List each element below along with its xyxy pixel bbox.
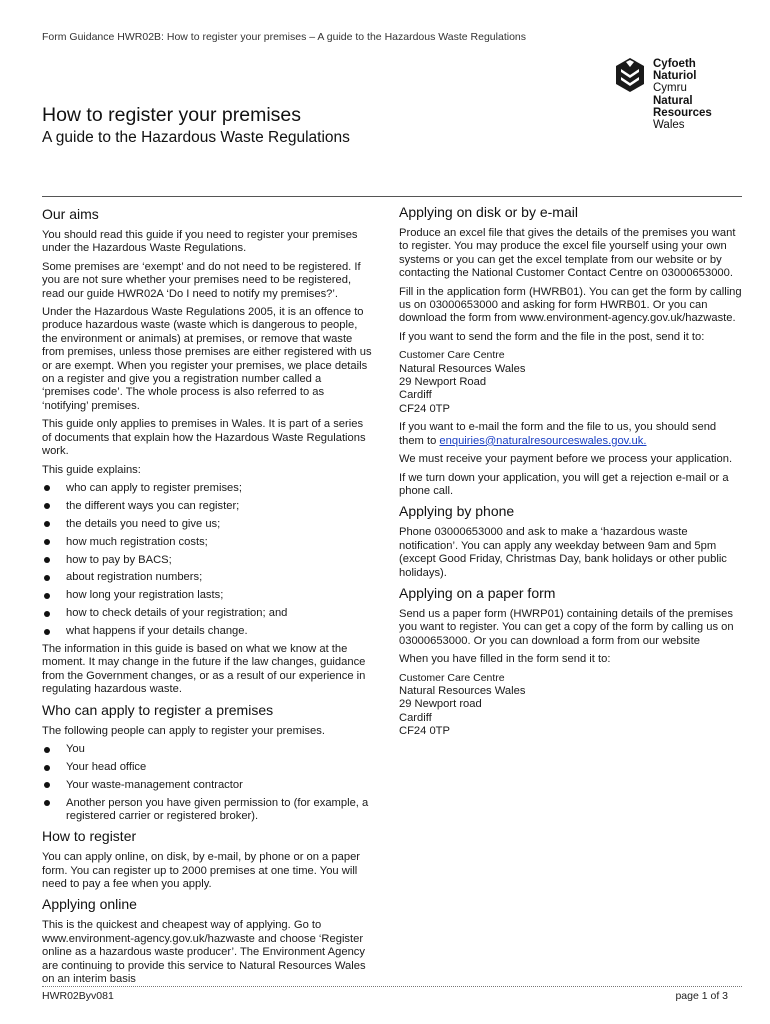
paragraph: If we turn down your application, you will get a rejection e-mail or a phone call. — [399, 471, 729, 497]
section-heading-by-phone: Applying by phone — [399, 503, 515, 520]
paragraph: Phone 03000653000 and ask to make a ‘hazardous waste notification’. You can apply any weekday between 9am and 5pm (except Good Friday, Christmas Day, bank holidays or other public holidays). — [399, 526, 727, 579]
address-line: Customer Care Centre — [399, 671, 505, 684]
document-subtitle: A guide to the Hazardous Waste Regulations — [42, 129, 350, 146]
list-item: how to pay by BACS; — [42, 554, 372, 567]
paragraph: You should read this guide if you need to register your premises under the Hazardous Waste Regulations. — [42, 229, 358, 255]
document-code: HWR02Byv081 — [42, 990, 114, 1002]
paragraph: Some premises are ‘exempt’ and do not need to be registered. If you are not sure whether your premises need to be registered, read our guide HWR02A ‘Do I need to notify my premises?’. — [42, 260, 361, 300]
paragraph: When you have filled in the form send it to: — [399, 653, 611, 666]
paragraph: Send us a paper form (HWRP01) containing details of the premises you want to register. You can get a copy of the form by calling us on 03000653000. Or you can download a form from our website — [399, 607, 734, 647]
email-link[interactable]: enquiries@naturalresourceswales.gov.uk. — [439, 434, 647, 447]
address-line: Cardiff — [399, 711, 432, 724]
list-item: Your head office — [42, 761, 372, 774]
list-item: Another person you have given permission to (for example, a registered carrier or registered broker). — [42, 797, 372, 824]
section-heading-paper-form: Applying on a paper form — [399, 584, 556, 601]
logo-line: Resources — [653, 106, 712, 119]
paragraph: Under the Hazardous Waste Regulations 2005, it is an offence to produce hazardous waste (waste which is dangerous to people, the environment or animals) at premises, or remove that waste from premises, unless those premises are either registered with us or are exempt. When you register your premises, we place details on a register and give you a registration number called a ‘premises code’. The whole process is also referred to as ‘notifying’ premises. — [42, 306, 372, 412]
paragraph: This is the quickest and cheapest way of applying. Go to www.environment-agency.gov.uk/hazwaste and choose ‘Register online as a hazardous waste producer’. The Environment Agency are continuing to provide this service to Natural Resources Wales on an interim basis — [42, 919, 366, 985]
left-column — [42, 200, 372, 991]
logo-line: Cyfoeth — [653, 58, 696, 70]
paragraph: You can apply online, on disk, by e-mail, by phone or on a paper form. You can register up to 2000 premises at one time. You will need to pay a fee when you apply. — [42, 851, 361, 890]
section-heading-our-aims: Our aims — [42, 206, 99, 222]
address-line: Customer Care Centre — [399, 349, 505, 362]
guide-explains-list — [42, 482, 372, 639]
paragraph — [399, 421, 743, 448]
nrw-emblem-icon — [612, 58, 648, 92]
logo-wordmark — [653, 58, 712, 131]
paragraph: Fill in the application form (HWRB01). You can get the form by calling us on 03000653000 and asking for form HWRB01. Or you can download the form from www.environment-agency.gov.uk/hazwaste. — [399, 285, 742, 325]
paragraph: If you want to send the form and the file in the post, send it to: — [399, 330, 705, 343]
logo-line: Cymru — [653, 82, 687, 95]
paragraph: This guide only applies to premises in Wales. It is part of a series of documents that explain how the Hazardous Waste Regulations work. — [42, 418, 366, 458]
document-title: How to register your premises — [42, 104, 302, 126]
logo-line: Wales — [653, 119, 685, 132]
list-item: how to check details of your registration; and — [42, 607, 372, 620]
form-guidance-header: Form Guidance HWR02B: How to register your premises – A guide to the Hazardous Waste Regulations — [42, 31, 526, 43]
list-item: how much registration costs; — [42, 536, 372, 549]
list-item: what happens if your details change. — [42, 625, 372, 638]
address-line: 29 Newport Road — [399, 376, 487, 389]
list-item: who can apply to register premises; — [42, 482, 372, 495]
list-item: the different ways you can register; — [42, 500, 372, 513]
address-line: Natural Resources Wales — [399, 362, 526, 375]
right-column — [399, 200, 743, 744]
address-line: CF24 0TP — [399, 725, 450, 738]
list-item: how long your registration lasts; — [42, 589, 372, 602]
section-heading-how-to-register: How to register — [42, 828, 137, 845]
list-item: about registration numbers; — [42, 571, 372, 584]
address-line: CF24 0TP — [399, 402, 450, 415]
paragraph: Produce an excel file that gives the details of the premises you want to register. You may produce the excel file yourself using your own systems or you can get the excel template from our website or by contacting the National Customer Contact Centre on 03000653000. — [399, 227, 736, 280]
list-item: Your waste-management contractor — [42, 779, 372, 792]
page-number: page 1 of 3 — [675, 990, 728, 1002]
footer-divider — [42, 986, 742, 987]
logo-line: Natural — [653, 94, 693, 107]
paragraph: The information in this guide is based on what we know at the moment. It may change in the future if the law changes, guidance from the Government changes, or as a result of our experience in regulating hazardous waste. — [42, 643, 366, 696]
list-item: You — [42, 743, 372, 756]
who-can-apply-list — [42, 743, 372, 824]
address-line: Natural Resources Wales — [399, 684, 526, 697]
section-heading-who-can-apply: Who can apply to register a premises — [42, 701, 274, 718]
section-heading-disk-email: Applying on disk or by e-mail — [399, 204, 578, 220]
natural-resources-wales-logo — [612, 58, 722, 132]
paragraph: We must receive your payment before we process your application. — [399, 453, 733, 466]
address-line: 29 Newport road — [399, 698, 482, 711]
postal-address — [399, 672, 743, 739]
divider — [42, 196, 742, 197]
email-instruction: If you want to e-mail the form and the file to us, you should send them to — [399, 421, 717, 447]
list-item: the details you need to give us; — [42, 518, 372, 531]
logo-line: Naturiol — [653, 70, 697, 83]
paragraph: The following people can apply to register your premises. — [42, 724, 325, 737]
address-line: Cardiff — [399, 389, 432, 402]
paragraph: This guide explains: — [42, 463, 141, 476]
section-heading-applying-online: Applying online — [42, 896, 137, 913]
postal-address — [399, 349, 743, 416]
